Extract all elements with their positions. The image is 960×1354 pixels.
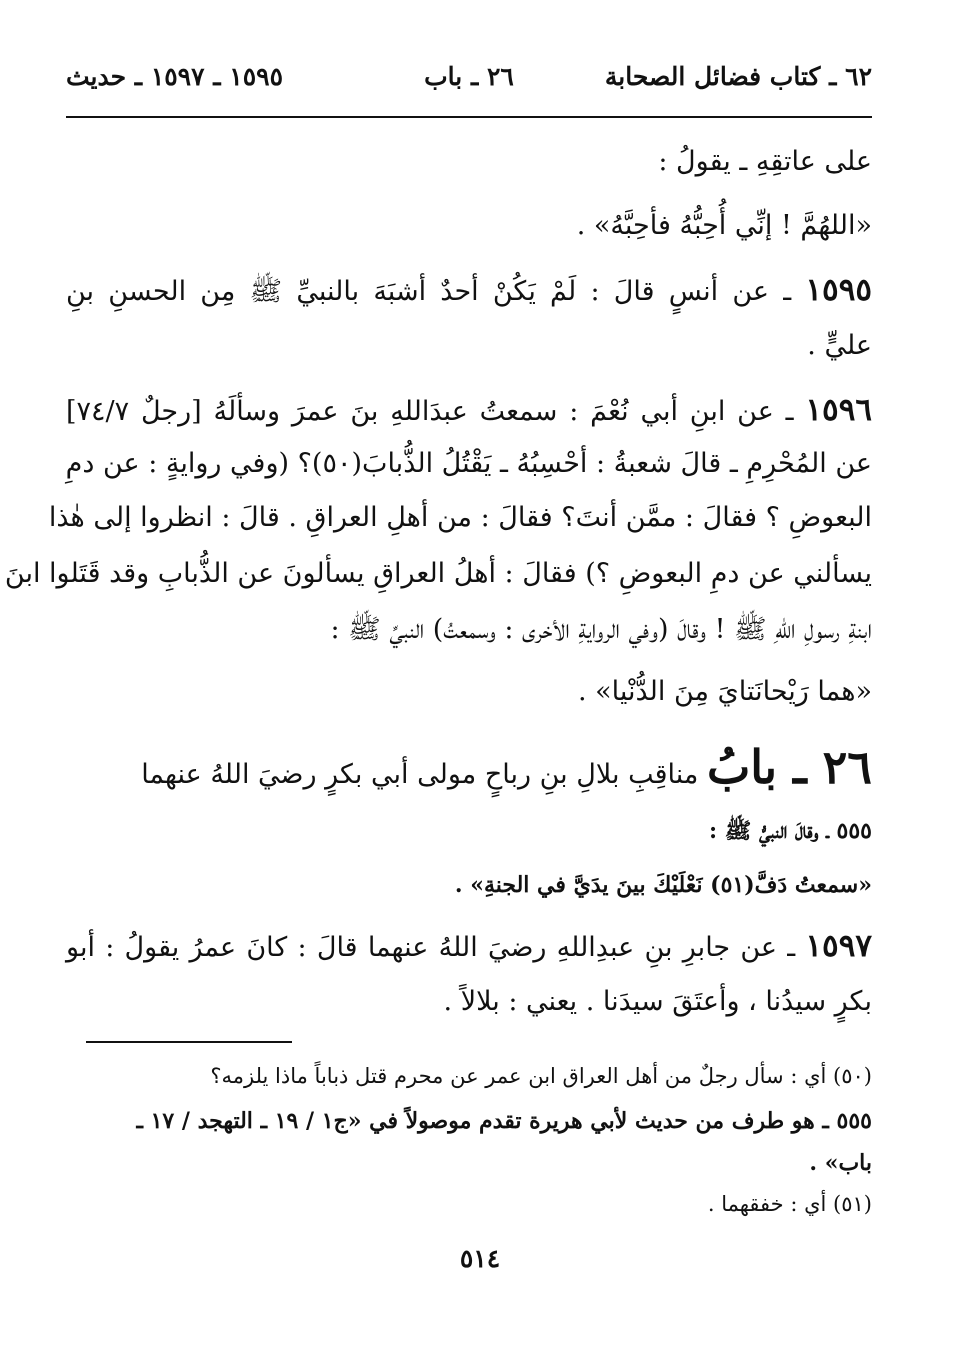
mualaq-555: ٥٥٥ ـ وقالَ النبيُّ ﷺ :: [708, 818, 872, 844]
chapter-heading: [66, 740, 872, 794]
page-number: ٥١٤: [459, 1244, 501, 1273]
footnote-51: (٥١) أي : خفقهما .: [707, 1192, 872, 1216]
hadith-1596-line-6: «هما رَيْحانَتايَ مِنَ الدُّنْيا» .: [577, 676, 872, 707]
footnote-555: ٥٥٥ ـ هو طرف من حديث لأبي هريرة تقدم موصولاً في «ج١ / ١٩ ـ التهجد / ١٧ ـ: [136, 1108, 872, 1134]
chapter-number: ٢٦ ـ بابُ: [706, 740, 872, 794]
chapter-title: مناقِبِ بلالِ بنِ رباحٍ مولى أبي بكرٍ رضيَ اللهُ عنهما: [141, 759, 707, 790]
header-rule: [66, 116, 872, 118]
hadith-text: ـ عن ابنِ أبي نُعْمَ : سمعتُ عبدَاللهِ بنَ عمرَ وسألَهُ [رجلٌ ٧٤/٧]: [66, 396, 806, 427]
footnote-555-cont: باب» .: [809, 1150, 872, 1176]
header-chapter: ٢٦ ـ باب: [424, 62, 514, 91]
hadith-1596-line-4: يسألني عن دمِ البعوضِ ؟) فقالَ : أهلُ العراقِ يسألونَ عن الذُّبابِ وقد قَتَلوا ابنَ: [4, 558, 872, 589]
body-line-2: «اللهُمَّ ! إنِّي أُحِبُّهُ فأحِبَّهُ» .: [576, 210, 872, 241]
header-hadith-range: ١٥٩٥ ـ ١٥٩٧ ـ حديث: [66, 62, 283, 91]
hadith-1595-cont: عليٍّ .: [807, 330, 872, 361]
mualaq-555-text: «سمعتُ دَفَّ(٥١) نَعْلَيْكَ بينَ يدَيَّ في الجنةِ» .: [454, 872, 872, 898]
hadith-1597: [66, 928, 872, 965]
hadith-1596-line-2: عن المُحْرِمِ ـ قالَ شعبةُ : أحْسِبُهُ ـ يَقْتُلُ الذُّبابَ(٥٠)؟ (وفي روايةٍ : عن دمِ: [65, 448, 872, 479]
body-line-1: على عاتقِهِ ـ يقولُ :: [658, 146, 872, 177]
hadith-number: ١٥٩٦: [805, 392, 872, 428]
hadith-1596-line-3: البعوضِ ؟ فقالَ : ممَّن أنتَ؟ فقالَ : من أهلِ العراقِ . قالَ : انظروا إلى هٰذا: [48, 502, 872, 533]
hadith-1596-line-5: ابنةِ رسولِ اللهِ ﷺ ! وقالَ (وفي الروايةِ الأخرى : وسمعتُ) النبيِّ ﷺ :: [330, 614, 872, 645]
hadith-text: ـ عن أنسٍ قالَ : لَمْ يَكُنْ أحدٌ أشبَهَ بالنبيِّ ﷺ مِن الحسنِ بنِ: [66, 276, 806, 307]
hadith-number: ١٥٩٥: [805, 272, 872, 308]
footnote-50: (٥٠) أي : سأل رجلٌ من أهل العراق ابن عمر عن محرم قتل ذباباً ماذا يلزمه؟: [210, 1064, 872, 1088]
hadith-1597-line-2: بكرٍ سيدُنا ، وأعتَقَ سيدَنا . يعني : بلالاً .: [443, 986, 872, 1017]
running-header: [66, 62, 872, 102]
header-book-title: ٦٢ ـ كتاب فضائل الصحابة: [604, 62, 872, 91]
hadith-1595: [66, 272, 872, 309]
hadith-text: ـ عن جابرِ بنِ عبدِاللهِ رضيَ اللهُ عنهما قالَ : كانَ عمرُ يقولُ : أبو: [66, 932, 806, 963]
hadith-1596: [66, 392, 872, 429]
footnote-rule: [86, 1041, 292, 1043]
hadith-number: ١٥٩٧: [805, 928, 872, 964]
